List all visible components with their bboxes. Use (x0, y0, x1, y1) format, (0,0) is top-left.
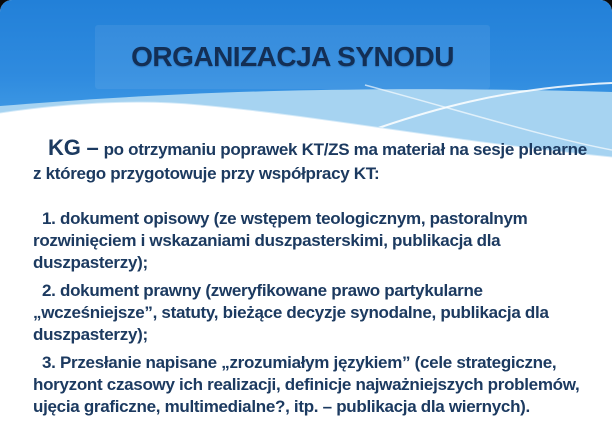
title-placeholder (95, 25, 490, 89)
slide-body (33, 136, 595, 424)
list-item-2: 2. dokument prawny (zweryfikowane prawo partykularne „wcześniejsze”, statuty, bieżące decyzje synodalne, publikacja dla duszpasterzy); (33, 281, 549, 344)
intro-paragraph (33, 136, 595, 186)
list-item-3: 3. Przesłanie napisane „zrozumiałym językiem” (cele strategiczne, horyzont czasowy ich realizacji, definicje najważniejszych problemów, ujęcia graficzne, multimedialne?, itp. – publikacja dla wiernych). (33, 353, 580, 416)
list-item-1: 1. dokument opisowy (ze wstępem teologicznym, pastoralnym rozwinięciem i wskazaniami duszpasterskimi, publikacja dla duszpasterzy); (33, 209, 528, 272)
slide-title: ORGANIZACJA SYNODU (131, 41, 454, 72)
intro-text: po otrzymaniu poprawek KT/ZS ma materiał na sesje plenarne z którego przygotowuje przy współpracy KT: (33, 140, 587, 183)
intro-lead: KG – (48, 135, 99, 160)
